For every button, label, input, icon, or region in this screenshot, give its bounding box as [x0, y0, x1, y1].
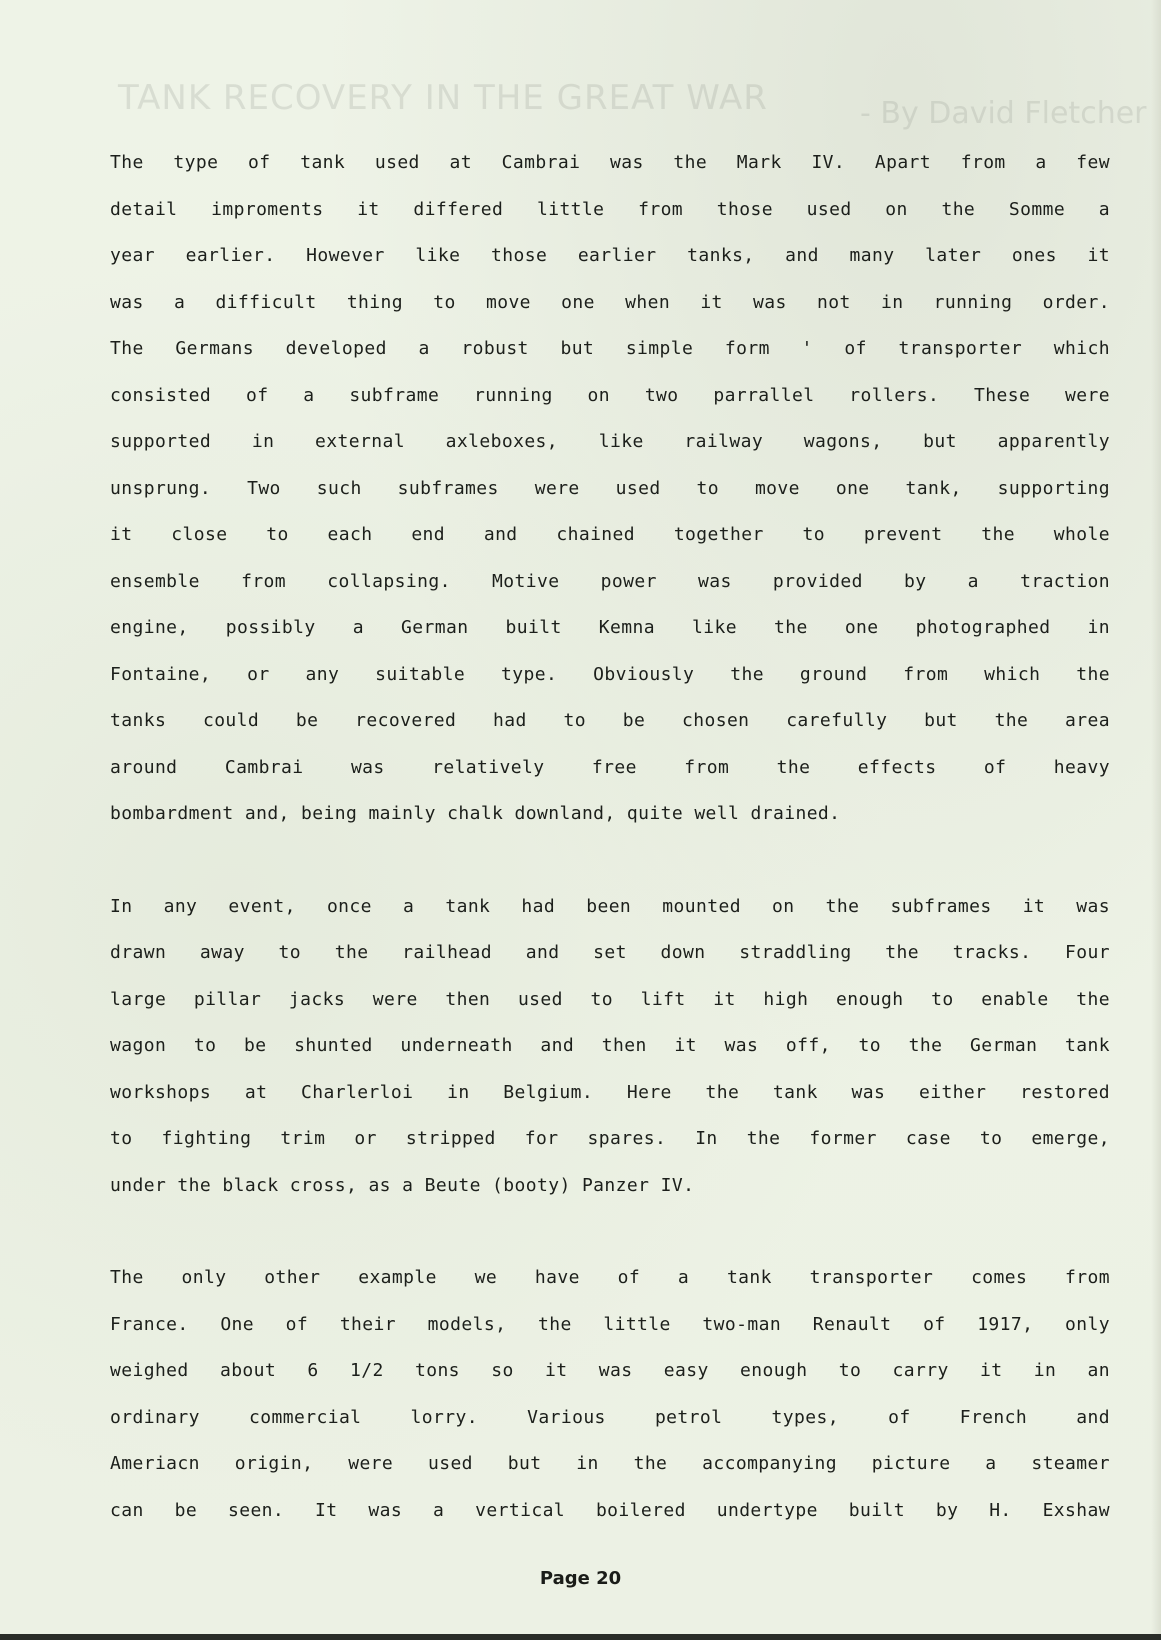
show-through-byline: - By David Fletcher — [860, 96, 1147, 131]
text-line: The only other example we have of a tank transporter comes from — [110, 1267, 1110, 1288]
text-line: consisted of a subframe running on two parrallel rollers. These were — [110, 384, 1110, 406]
page-bottom-edge — [0, 1634, 1161, 1640]
text-line: In any event, once a tank had been mounted on the subframes it was — [110, 895, 1110, 917]
text-line: can be seen. It was a vertical boilered undertype built by H. Exshaw — [110, 1499, 1110, 1521]
paragraph-1 — [110, 148, 1110, 846]
text-line: it close to each end and chained together to prevent the whole — [110, 524, 1110, 545]
text-line: drawn away to the railhead and set down straddling the tracks. Four — [110, 942, 1110, 963]
text-line: Ameriacn origin, were used but in the accompanying picture a steamer — [110, 1453, 1110, 1474]
text-line: large pillar jacks were then used to lift it high enough to enable the — [110, 988, 1110, 1010]
text-line: bombardment and, being mainly chalk downland, quite well drained. — [110, 803, 841, 824]
text-line: under the black cross, as a Beute (booty) Panzer IV. — [110, 1174, 695, 1196]
text-line: unsprung. Two such subframes were used to move one tank, supporting — [110, 477, 1110, 499]
show-through-title: TANK RECOVERY IN THE GREAT WAR — [118, 78, 768, 118]
text-line: was a difficult thing to move one when it was not in running order. — [110, 291, 1110, 313]
text-line: to fighting trim or stripped for spares. In the former case to emerge, — [110, 1128, 1110, 1149]
paragraph-2 — [110, 892, 1110, 1218]
page-number: Page 20 — [539, 1568, 622, 1589]
page-right-edge — [1151, 0, 1161, 1640]
text-line: detail improments it differed little from those used on the Somme a — [110, 198, 1110, 220]
text-line: engine, possibly a German built Kemna like the one photographed in — [110, 617, 1110, 638]
text-line: weighed about 6 1/2 tons so it was easy enough to carry it in an — [110, 1360, 1110, 1381]
text-line: workshops at Charlerloi in Belgium. Here the tank was either restored — [110, 1081, 1110, 1103]
text-line: Fontaine, or any suitable type. Obviously the ground from which the — [110, 663, 1110, 685]
text-line: tanks could be recovered had to be chosen carefully but the area — [110, 710, 1110, 731]
text-line: ordinary commercial lorry. Various petrol types, of French and — [110, 1406, 1110, 1428]
text-line: year earlier. However like those earlier tanks, and many later ones it — [110, 245, 1110, 266]
text-line: France. One of their models, the little two-man Renault of 1917, only — [110, 1313, 1110, 1335]
text-line: The type of tank used at Cambrai was the Mark IV. Apart from a few — [110, 152, 1110, 173]
article-body — [110, 148, 1110, 1542]
paragraph-3 — [110, 1263, 1110, 1542]
text-line: ensemble from collapsing. Motive power was provided by a traction — [110, 570, 1110, 592]
text-line: wagon to be shunted underneath and then it was off, to the German tank — [110, 1035, 1110, 1056]
text-line: around Cambrai was relatively free from the effects of heavy — [110, 756, 1110, 778]
text-line: The Germans developed a robust but simple form ' of transporter which — [110, 338, 1110, 359]
text-line: supported in external axleboxes, like railway wagons, but apparently — [110, 431, 1110, 452]
